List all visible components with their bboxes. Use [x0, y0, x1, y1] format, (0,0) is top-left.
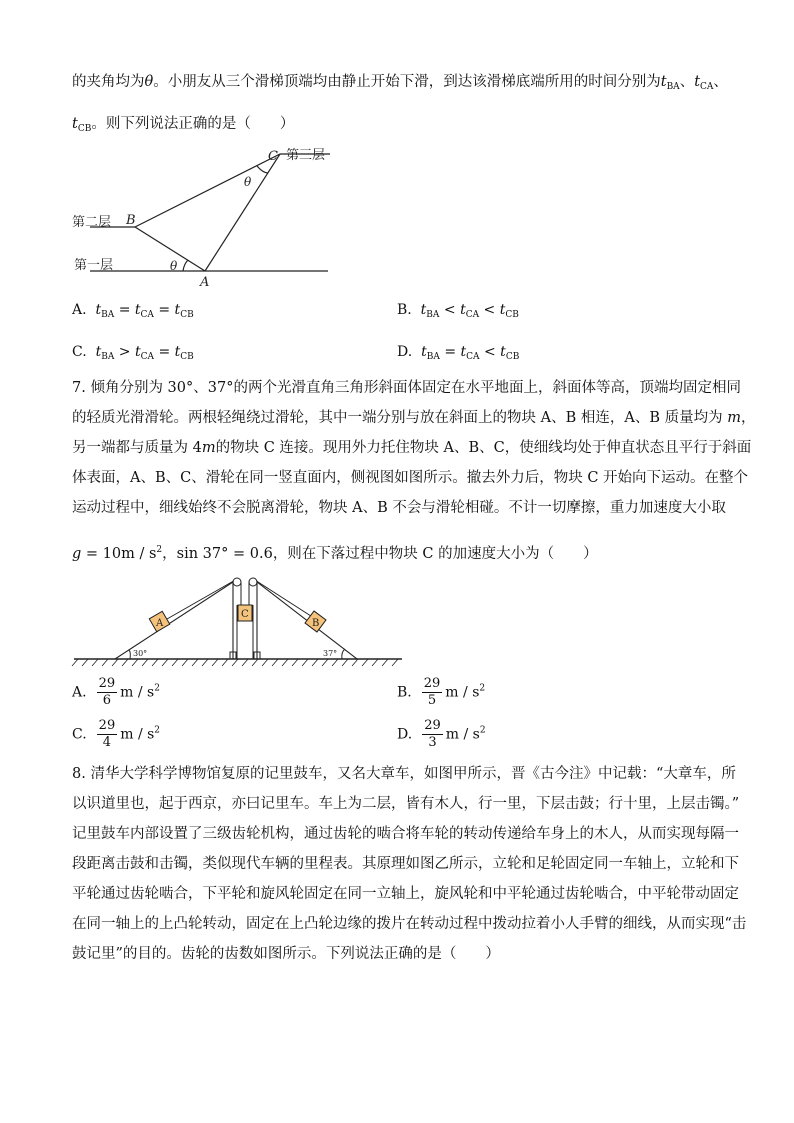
q8-line7: 鼓记里”的目的。齿轮的齿数如图所示。下列说法正确的是（ ）	[72, 946, 500, 962]
svg-text:C: C	[241, 609, 249, 620]
slide-figure	[60, 140, 350, 290]
q6-option-d[interactable]: D. $t_{BA} = t_{CA} < t_{CB}$	[397, 344, 520, 362]
q7-line4: 体表面，A、B、C、滑轮在同一竖直面内，侧视图如图所示。撤去外力后，物块 C 开始向下运动。在整个	[72, 470, 749, 486]
q8-line6: 在同一轴上的上凸轮转动，固定在上凸轮边缘的拨片在转动过程中拨动拉着小人手臂的细线，从而实现“击	[72, 916, 747, 932]
q7-option-d[interactable]: D. $\frac{29}{3}$ m / $s^2$	[397, 718, 486, 750]
q8-line3: 记里鼓车内部设置了三级齿轮机构，通过齿轮的啮合将车轮的转动传递给车身上的木人，从而实现每隔一	[72, 826, 739, 842]
q7-line3: 另一端都与质量为 4m的物块 C 连接。现用外力托住物块 A、B、C，使细线均处于伸直状态且平行于斜面	[72, 440, 752, 456]
q7-line6: $g = 10m / s^2$，sin 37° = 0.6，则在下落过程中物块 C 的加速度大小为（ ）	[72, 545, 598, 562]
floor1-label: 第一层	[74, 258, 114, 273]
q8-line2: 以识道里也，起于西京，亦曰记里车。车上为二层，皆有木人，行一里，下层击鼓；行十里，上层击镯。”	[72, 796, 740, 812]
q7-line2: 的轻质光滑滑轮。两根轻绳绕过滑轮，其中一端分别与放在斜面上的物块 A、B 相连，A、B 质量均为 m，	[72, 410, 756, 426]
q7-line1: 7. 倾角分别为 30°、37°的两个光滑直角三角形斜面体固定在水平地面上，斜面体等高，顶端均固定相同	[72, 380, 741, 396]
point-B-label: B	[126, 213, 136, 228]
angle-C-label: θ	[244, 175, 252, 189]
q6-option-a[interactable]: A. $t_{BA} = t_{CA} = t_{CB}$	[72, 302, 194, 320]
svg-text:A: A	[156, 618, 164, 629]
angle-30-label: 30°	[133, 649, 148, 658]
floor3-label: 第三层	[286, 148, 326, 163]
floor2-label: 第二层	[72, 215, 112, 230]
q8-line4: 段距离击鼓和击镯，类似现代车辆的里程表。其原理如图乙所示，立轮和足轮固定同一车轴上，立轮和下	[72, 856, 739, 872]
q7-option-c[interactable]: C. $\frac{29}{4}$ m / $s^2$	[72, 718, 161, 750]
q8-line1: 8. 清华大学科学博物馆复原的记里鼓车，又名大章车，如图甲所示，晋《古今注》中记载：“大章车，所	[72, 766, 736, 782]
angle-37-label: 37°	[323, 649, 338, 658]
q6-intro-line1: 的夹角均为θ。小朋友从三个滑梯顶端均由静止开始下滑，到达该滑梯底端所用的时间分别为$t_{BA}$、$t_{CA}$、	[72, 74, 728, 92]
q7-line5: 运动过程中，细线始终不会脱离滑轮，物块 A、B 不会与滑轮相碰。不计一切摩擦，重力加速度大小取	[72, 500, 726, 516]
q6-option-b[interactable]: B. $t_{BA} < t_{CA} < t_{CB}$	[397, 302, 519, 320]
point-A-label: A	[200, 275, 210, 290]
block-A	[149, 611, 169, 631]
q6-intro-line2: $t_{CB}$。则下列说法正确的是（ ）	[72, 116, 295, 134]
block-C	[238, 605, 252, 621]
point-C-label: C	[268, 149, 278, 164]
svg-text:B: B	[312, 618, 320, 629]
q6-option-c[interactable]: C. $t_{BA} > t_{CA} = t_{CB}$	[72, 344, 194, 362]
incline-figure	[70, 572, 410, 672]
angle-A-label: θ	[170, 259, 178, 273]
q8-line5: 平轮通过齿轮啮合，下平轮和旋风轮固定在同一立轴上，旋风轮和中平轮通过齿轮啮合，中平轮带动固定	[72, 886, 739, 902]
q7-option-b[interactable]: B. $\frac{29}{5}$ m / $s^2$	[397, 676, 486, 708]
q7-option-a[interactable]: A. $\frac{29}{6}$ m / $s^2$	[72, 676, 160, 708]
